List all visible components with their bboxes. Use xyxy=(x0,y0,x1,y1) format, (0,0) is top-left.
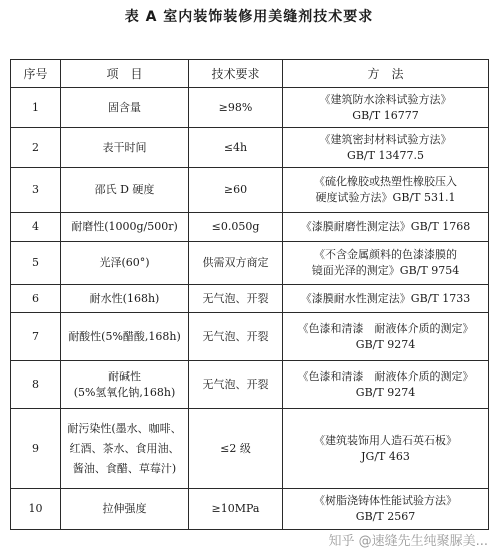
row-method xyxy=(283,168,489,213)
table-row xyxy=(11,489,489,530)
header-method: 方 法 xyxy=(283,60,489,88)
method-line: GB/T 9274 xyxy=(355,337,416,351)
row-no: 8 xyxy=(11,361,61,409)
row-requirement: 无气泡、开裂 xyxy=(189,313,283,361)
table-row xyxy=(11,168,489,213)
method-line: JG/T 463 xyxy=(361,449,410,463)
row-item: 邵氏 D 硬度 xyxy=(61,168,189,213)
method-line: 硬度试验方法》GB/T 531.1 xyxy=(315,191,456,204)
row-item xyxy=(61,409,189,489)
header-no: 序号 xyxy=(11,60,61,88)
method-line: GB/T 9274 xyxy=(355,385,416,399)
method-line: GB/T 2567 xyxy=(355,510,416,523)
row-item: 耐磨性(1000g/500r) xyxy=(61,213,189,242)
row-method xyxy=(283,213,489,242)
row-method xyxy=(283,313,489,361)
row-requirement: ≥60 xyxy=(189,168,283,213)
row-requirement: ≥10MPa xyxy=(189,489,283,530)
row-item: 固含量 xyxy=(61,88,189,128)
row-no: 5 xyxy=(11,242,61,285)
method-line: 《漆膜耐磨性测定法》GB/T 1768 xyxy=(300,220,471,233)
row-requirement: 无气泡、开裂 xyxy=(189,285,283,313)
row-requirement: 供需双方商定 xyxy=(189,242,283,285)
row-requirement: ≥98% xyxy=(189,88,283,128)
method-line: 《色漆和清漆 耐液体介质的测定》 xyxy=(297,369,474,383)
header-requirement: 技术要求 xyxy=(189,60,283,88)
row-method xyxy=(283,128,489,168)
row-no: 1 xyxy=(11,88,61,128)
table-row xyxy=(11,361,489,409)
item-line: 耐碱性 xyxy=(108,369,141,383)
method-line: GB/T 16777 xyxy=(352,108,419,122)
table-title: 表 A 室内装饰装修用美缝剂技术要求 xyxy=(124,9,374,25)
item-line: (5%氢氧化钠,168h) xyxy=(73,385,176,399)
row-method xyxy=(283,361,489,409)
table-row xyxy=(11,88,489,128)
item-line: 酱油、食醋、草莓汁) xyxy=(72,461,177,475)
table-row xyxy=(11,409,489,489)
row-no: 6 xyxy=(11,285,61,313)
row-method xyxy=(283,489,489,530)
watermark: 知乎 @速缝先生纯聚脲美... xyxy=(328,534,488,549)
table-row xyxy=(11,128,489,168)
header-row xyxy=(11,60,489,88)
row-requirement: ≤4h xyxy=(189,128,283,168)
row-no: 10 xyxy=(11,489,61,530)
spec-table xyxy=(10,59,489,530)
row-item xyxy=(61,361,189,409)
method-line: 镜面光泽的测定》GB/T 9754 xyxy=(311,264,460,277)
row-item: 耐酸性(5%醋酸,168h) xyxy=(61,313,189,361)
item-line: 红酒、茶水、食用油、 xyxy=(69,441,180,455)
row-requirement: 无气泡、开裂 xyxy=(189,361,283,409)
row-item: 表干时间 xyxy=(61,128,189,168)
table-row xyxy=(11,242,489,285)
row-requirement: ≤0.050g xyxy=(189,213,283,242)
row-no: 3 xyxy=(11,168,61,213)
row-method xyxy=(283,409,489,489)
table-row xyxy=(11,213,489,242)
row-method xyxy=(283,242,489,285)
row-method xyxy=(283,285,489,313)
row-item: 耐水性(168h) xyxy=(61,285,189,313)
header-item: 项 目 xyxy=(61,60,189,88)
method-line: 《不含金属颜料的色漆漆膜的 xyxy=(314,248,457,261)
method-line: 《漆膜耐水性测定法》GB/T 1733 xyxy=(300,291,471,305)
method-line: 《色漆和清漆 耐液体介质的测定》 xyxy=(297,321,474,335)
method-line: GB/T 13477.5 xyxy=(347,148,424,162)
row-no: 2 xyxy=(11,128,61,168)
row-no: 4 xyxy=(11,213,61,242)
method-line: 《硫化橡胶或热塑性橡胶压入 xyxy=(314,175,457,188)
row-requirement: ≤2 级 xyxy=(189,409,283,489)
row-no: 7 xyxy=(11,313,61,361)
row-item: 拉伸强度 xyxy=(61,489,189,530)
row-no: 9 xyxy=(11,409,61,489)
item-line: 耐污染性(墨水、咖啡、 xyxy=(67,421,182,435)
row-method xyxy=(283,88,489,128)
table-row xyxy=(11,313,489,361)
table-row xyxy=(11,285,489,313)
method-line: 《建筑装饰用人造石英石板》 xyxy=(314,433,457,447)
method-line: 《建筑密封材料试验方法》 xyxy=(319,132,452,146)
method-line: 《树脂浇铸体性能试验方法》 xyxy=(314,494,457,507)
method-line: 《建筑防水涂料试验方法》 xyxy=(319,92,452,106)
row-item: 光泽(60°) xyxy=(61,242,189,285)
